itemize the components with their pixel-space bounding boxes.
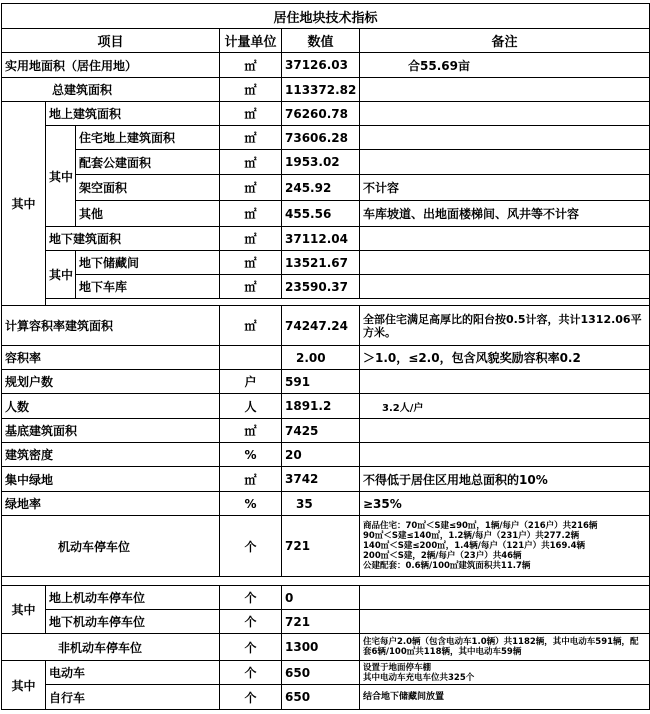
row-note [360, 126, 650, 150]
row-residential-above [2, 126, 650, 150]
row-label: 地下储藏间 [76, 251, 220, 275]
row-label: 地下车库 [76, 275, 220, 299]
row-value: 721 [282, 610, 360, 634]
row-value: 37112.04 [282, 227, 360, 251]
row-value: 2.00 [282, 346, 360, 370]
note-line: 90㎡＜S建≤140㎡，1.2辆/每户（231户）共277.2辆 [363, 531, 580, 541]
note-line: 140㎡＜S建≤200㎡，1.4辆/每户（121户）共169.4辆 [363, 541, 586, 551]
row-note [360, 516, 650, 577]
row-note: 不得低于居住区用地总面积的10% [360, 467, 650, 492]
row-unit: 个 [220, 685, 282, 710]
row-value: 13521.67 [282, 251, 360, 275]
row-unit: ㎡ [220, 150, 282, 175]
row-note: 3.2人/户 [360, 394, 650, 419]
row-label: 建筑密度 [2, 443, 220, 467]
row-motor-parking [2, 516, 650, 577]
row-population [2, 394, 650, 419]
row-note [360, 102, 650, 126]
group-label-of-which: 其中 [2, 102, 46, 306]
row-unit: 个 [220, 661, 282, 685]
row-label: 地上建筑面积 [46, 102, 220, 126]
row-unit: % [220, 443, 282, 467]
row-label: 计算容积率建筑面积 [2, 306, 220, 346]
row-value: 650 [282, 661, 360, 685]
row-note [360, 227, 650, 251]
row-public-facility [2, 150, 650, 175]
row-value: 591 [282, 370, 360, 394]
table-title: 居住地块技术指标 [2, 4, 650, 29]
row-label: 总建筑面积 [2, 78, 220, 102]
row-households [2, 370, 650, 394]
row-below-parking [2, 610, 650, 634]
row-unit: 个 [220, 516, 282, 577]
row-value: 0 [282, 586, 360, 610]
row-note: 车库坡道、出地面楼梯间、风井等不计容 [360, 201, 650, 227]
row-unit: ㎡ [220, 175, 282, 201]
row-value: 3742 [282, 467, 360, 492]
row-unit: ㎡ [220, 419, 282, 443]
subgroup-label-of-which: 其中 [46, 251, 76, 299]
row-value: 7425 [282, 419, 360, 443]
row-label: 人数 [2, 394, 220, 419]
group-label-of-which: 其中 [2, 586, 46, 634]
row-garage [2, 275, 650, 299]
row-label: 住宅地上建筑面积 [76, 126, 220, 150]
row-unit: ㎡ [220, 126, 282, 150]
row-above-ground [2, 102, 650, 126]
row-unit: ㎡ [220, 201, 282, 227]
row-unit: 个 [220, 586, 282, 610]
row-label: 非机动车停车位 [2, 634, 220, 661]
note-line: 200㎡＜S建，2辆/每户（23户）共46辆 [363, 551, 522, 561]
row-unit: 户 [220, 370, 282, 394]
row-far-area [2, 306, 650, 346]
row-note [360, 586, 650, 610]
row-unit: ㎡ [220, 306, 282, 346]
row-label: 绿地率 [2, 492, 220, 516]
row-note: 住宅每户2.0辆（包含电动车1.0辆）共1182辆，其中电动车591辆，配套6辆/100㎡共118辆，其中电动车59辆 [360, 634, 650, 661]
row-stilts [2, 175, 650, 201]
row-value: 1953.02 [282, 150, 360, 175]
row-unit: ㎡ [220, 53, 282, 78]
row-value: 35 [282, 492, 360, 516]
row-density [2, 443, 650, 467]
row-value: 113372.82 [282, 78, 360, 102]
row-value: 37126.03 [282, 53, 360, 78]
note-line: 设置于地面停车棚 [363, 662, 432, 673]
row-unit: % [220, 492, 282, 516]
row-note: 合55.69亩 [360, 53, 650, 78]
header-unit: 计量单位 [220, 29, 282, 53]
row-unit: 个 [220, 634, 282, 661]
header-note: 备注 [360, 29, 650, 53]
row-nonmotor-parking [2, 634, 650, 661]
row-land-area [2, 53, 650, 78]
row-note [360, 370, 650, 394]
row-value: 76260.78 [282, 102, 360, 126]
row-label: 地下建筑面积 [46, 227, 220, 251]
row-unit: 个 [220, 610, 282, 634]
row-note [360, 78, 650, 102]
row-ebike [2, 661, 650, 685]
row-value: 721 [282, 516, 360, 577]
row-footprint [2, 419, 650, 443]
row-note [360, 610, 650, 634]
row-total-floor [2, 78, 650, 102]
row-label: 地上机动车停车位 [46, 586, 220, 610]
row-label: 规划户数 [2, 370, 220, 394]
row-label: 自行车 [46, 685, 220, 710]
row-value: 245.92 [282, 175, 360, 201]
row-note: 不计容 [360, 175, 650, 201]
row-label: 配套公建面积 [76, 150, 220, 175]
row-unit: ㎡ [220, 251, 282, 275]
row-value: 1300 [282, 634, 360, 661]
header-item: 项目 [2, 29, 220, 53]
row-label: 电动车 [46, 661, 220, 685]
row-storage [2, 251, 650, 275]
group-label-of-which: 其中 [2, 661, 46, 710]
row-unit: ㎡ [220, 78, 282, 102]
row-value: 650 [282, 685, 360, 710]
note-line: 商品住宅：70㎡＜S建≤90㎡，1辆/每户（216户）共216辆 [363, 521, 598, 531]
row-label: 地下机动车停车位 [46, 610, 220, 634]
row-other [2, 201, 650, 227]
row-note: 全部住宅满足高厚比的阳台按0.5计容，共计1312.06平方米。 [360, 306, 650, 346]
row-label: 容积率 [2, 346, 220, 370]
row-value: 455.56 [282, 201, 360, 227]
row-note: ≥35% [360, 492, 650, 516]
row-note: 结合地下储藏间放置 [360, 685, 650, 710]
row-note [360, 251, 650, 275]
row-note [360, 275, 650, 299]
row-note: ＞1.0，≤2.0，包含风貌奖励容积率0.2 [360, 346, 650, 370]
technical-indicators-table [1, 3, 650, 710]
row-green-rate [2, 492, 650, 516]
row-underground [2, 227, 650, 251]
row-unit: ㎡ [220, 275, 282, 299]
row-value: 1891.2 [282, 394, 360, 419]
row-unit: ㎡ [220, 467, 282, 492]
row-bicycle [2, 685, 650, 710]
row-label: 实用地面积（居住用地） [2, 53, 220, 78]
row-label: 基底建筑面积 [2, 419, 220, 443]
row-central-green [2, 467, 650, 492]
row-value: 73606.28 [282, 126, 360, 150]
row-unit: ㎡ [220, 227, 282, 251]
row-label: 其他 [76, 201, 220, 227]
row-label: 机动车停车位 [2, 516, 220, 577]
header-value: 数值 [282, 29, 360, 53]
row-note [360, 661, 650, 685]
row-unit: ㎡ [220, 102, 282, 126]
row-note [360, 443, 650, 467]
row-value: 20 [282, 443, 360, 467]
row-far [2, 346, 650, 370]
note-line: 公建配套：0.6辆/100㎡建筑面积共11.7辆 [363, 561, 531, 571]
row-value: 74247.24 [282, 306, 360, 346]
row-value: 23590.37 [282, 275, 360, 299]
note-line: 其中电动车充电车位共325个 [363, 672, 475, 683]
row-unit: 人 [220, 394, 282, 419]
row-above-parking [2, 586, 650, 610]
row-note [360, 419, 650, 443]
row-label: 架空面积 [76, 175, 220, 201]
row-label: 集中绿地 [2, 467, 220, 492]
subgroup-label-of-which: 其中 [46, 126, 76, 227]
row-unit [220, 346, 282, 370]
row-note [360, 150, 650, 175]
